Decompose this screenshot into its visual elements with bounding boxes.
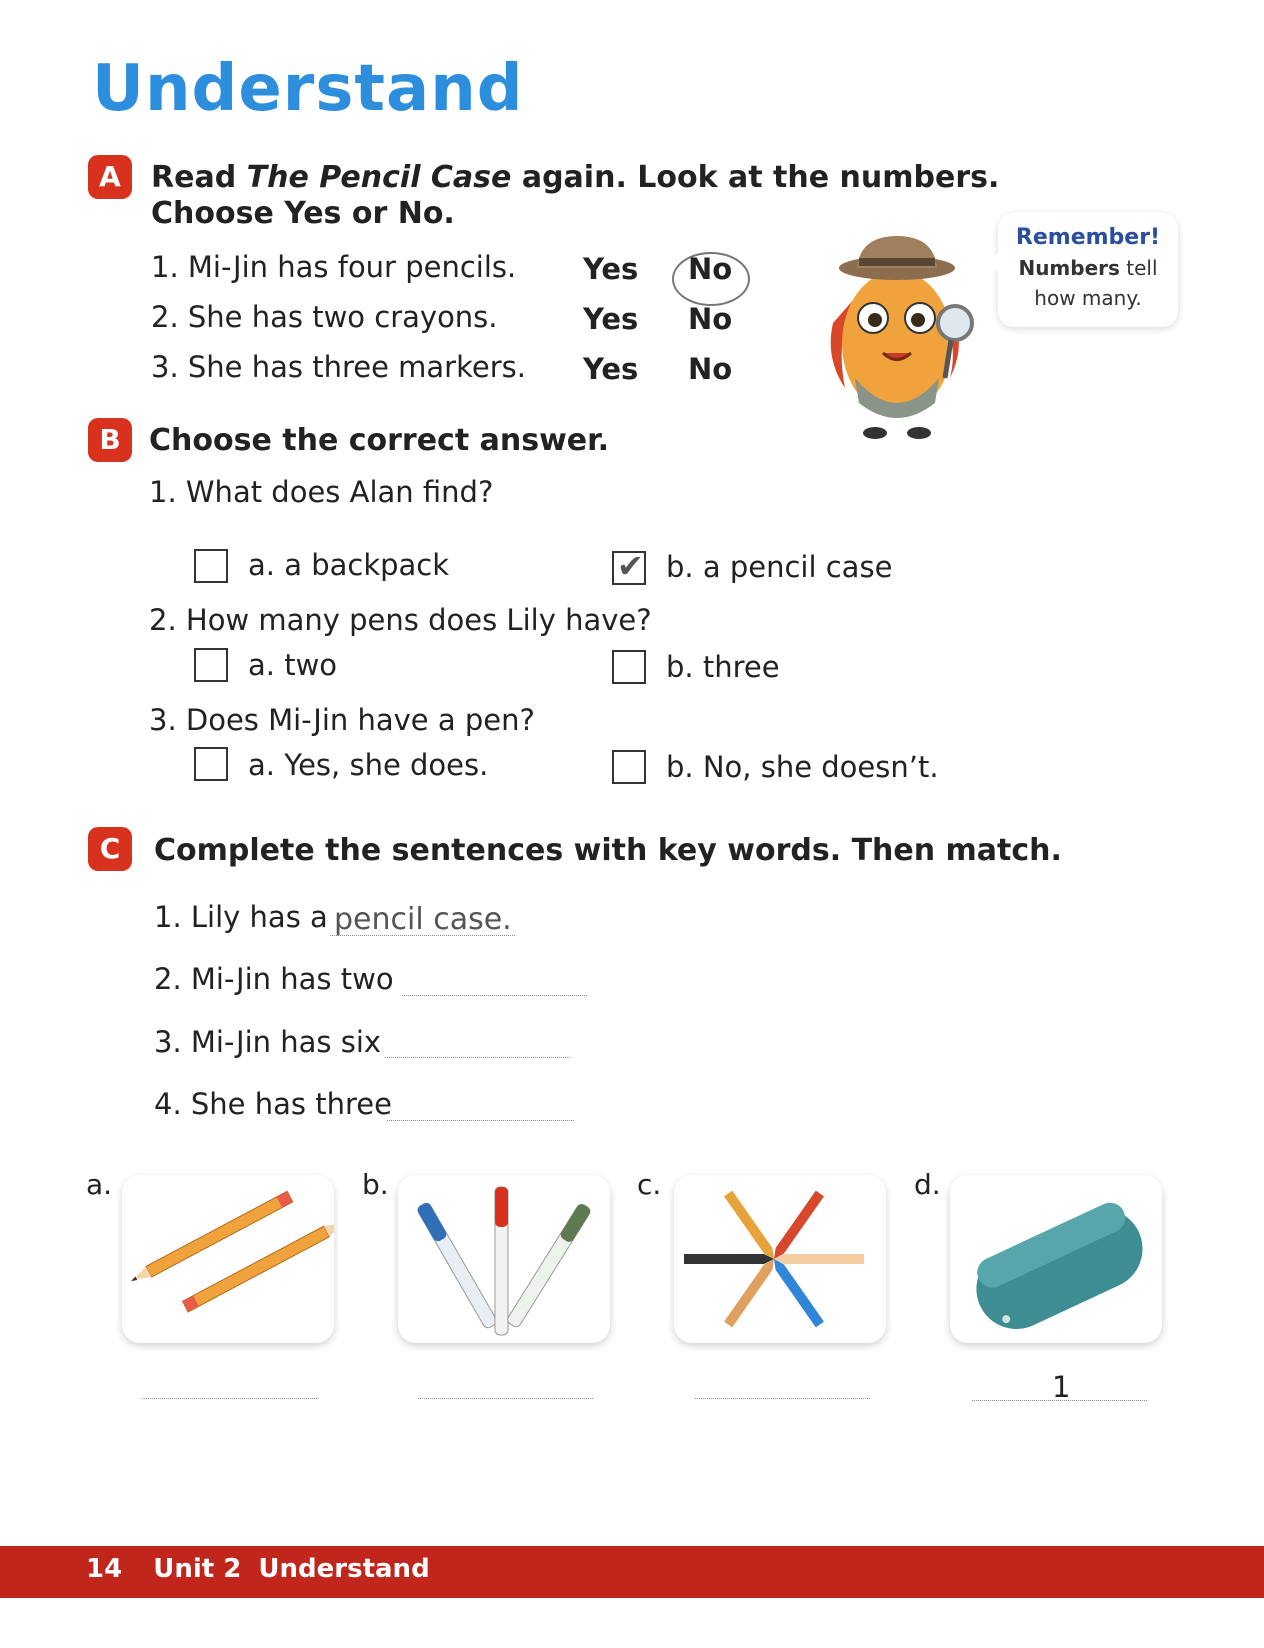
book-title: The Pencil Case bbox=[246, 160, 512, 195]
section-a-item-2-no[interactable]: No bbox=[688, 302, 733, 336]
section-a-item-1: 1. Mi-Jin has four pencils. bbox=[151, 250, 517, 284]
footer-bar bbox=[0, 1546, 1264, 1598]
sentence-1-answer[interactable]: pencil case. bbox=[334, 902, 512, 937]
section-a-item-2-yes[interactable]: Yes bbox=[583, 302, 639, 336]
bubble-tail bbox=[982, 253, 1000, 273]
q2-option-b-label: b. three bbox=[666, 650, 780, 684]
picture-a-letter: a. bbox=[86, 1168, 113, 1201]
remember-line2: how many. bbox=[1034, 286, 1142, 310]
q3-option-a-checkbox[interactable] bbox=[194, 747, 228, 781]
sentence-4-blank[interactable] bbox=[387, 1120, 574, 1121]
sentence-2-blank[interactable] bbox=[402, 995, 587, 996]
q1-option-a-label: a. a backpack bbox=[248, 548, 450, 582]
section-a-item-3: 3. She has three markers. bbox=[151, 350, 526, 384]
remember-keyword: Numbers bbox=[1018, 256, 1120, 280]
picture-card-d[interactable] bbox=[950, 1175, 1162, 1343]
instruction-post: again. Look at the numbers. bbox=[511, 160, 1000, 195]
section-c-sentence-2: 2. Mi-Jin has two bbox=[154, 962, 394, 996]
section-b-question-3: 3. Does Mi-Jin have a pen? bbox=[149, 703, 535, 737]
sentence-1-blank[interactable] bbox=[330, 935, 515, 936]
picture-card-a[interactable] bbox=[122, 1175, 334, 1343]
footer-unit: Unit 2 bbox=[153, 1554, 242, 1584]
remember-title: Remember! bbox=[1015, 225, 1161, 250]
remember-bubble bbox=[998, 213, 1178, 327]
q2-option-a-checkbox[interactable] bbox=[194, 648, 228, 682]
picture-card-c[interactable] bbox=[674, 1175, 886, 1343]
markers-icon bbox=[398, 1175, 610, 1343]
pencils-icon bbox=[122, 1175, 334, 1343]
section-b-badge: B bbox=[88, 418, 132, 462]
section-a-item-3-no[interactable]: No bbox=[688, 352, 733, 386]
section-b-question-1: 1. What does Alan find? bbox=[149, 475, 494, 509]
section-b-question-2: 2. How many pens does Lily have? bbox=[149, 603, 652, 637]
picture-c-blank[interactable] bbox=[695, 1398, 870, 1399]
q1-option-b-checkbox[interactable] bbox=[612, 547, 646, 585]
section-a-badge: A bbox=[88, 155, 132, 199]
q1-option-a-checkbox[interactable] bbox=[194, 549, 228, 583]
page-number: 14 bbox=[86, 1554, 123, 1584]
remember-line1 bbox=[998, 256, 1178, 280]
sentence-3-blank[interactable] bbox=[385, 1057, 570, 1058]
page-title: Understand bbox=[92, 52, 524, 126]
section-c-badge: C bbox=[88, 827, 132, 871]
section-c-sentence-3: 3. Mi-Jin has six bbox=[154, 1025, 382, 1059]
picture-d-match[interactable]: 1 bbox=[1052, 1370, 1071, 1404]
q3-option-b-label: b. No, she doesn’t. bbox=[666, 750, 939, 784]
section-c-instruction: Complete the sentences with key words. Then match. bbox=[154, 833, 1062, 868]
instruction-pre: Read bbox=[151, 160, 247, 195]
section-a-item-1-no[interactable]: No bbox=[688, 252, 733, 286]
section-c-sentence-1: 1. Lily has a bbox=[154, 900, 328, 934]
footer-section: Understand bbox=[258, 1554, 430, 1584]
remember-line1-rest: tell bbox=[1119, 256, 1158, 280]
picture-c-letter: c. bbox=[637, 1168, 662, 1201]
q1-option-b-label: b. a pencil case bbox=[666, 550, 893, 584]
section-c-sentence-4: 4. She has three bbox=[154, 1087, 392, 1121]
section-b-instruction: Choose the correct answer. bbox=[149, 423, 610, 458]
pencil-case-icon bbox=[950, 1175, 1162, 1343]
q3-option-a-label: a. Yes, she does. bbox=[248, 748, 489, 782]
q2-option-a-label: a. two bbox=[248, 648, 338, 682]
crayons-icon bbox=[674, 1175, 886, 1343]
section-a-instruction-line1 bbox=[151, 160, 999, 195]
picture-a-blank[interactable] bbox=[142, 1398, 317, 1399]
picture-b-blank[interactable] bbox=[418, 1398, 593, 1399]
picture-b-letter: b. bbox=[362, 1168, 389, 1201]
picture-card-b[interactable] bbox=[398, 1175, 610, 1343]
section-a-item-2: 2. She has two crayons. bbox=[151, 300, 498, 334]
section-a-item-3-yes[interactable]: Yes bbox=[583, 352, 639, 386]
section-a-item-1-yes[interactable]: Yes bbox=[583, 252, 639, 286]
q2-option-b-checkbox[interactable] bbox=[612, 650, 646, 684]
q3-option-b-checkbox[interactable] bbox=[612, 750, 646, 784]
section-a-instruction-line2: Choose Yes or No. bbox=[151, 196, 455, 231]
detective-character-illustration bbox=[815, 228, 985, 443]
footer-text bbox=[86, 1554, 430, 1584]
checkmark-icon: ✔ bbox=[617, 547, 644, 585]
picture-d-letter: d. bbox=[914, 1168, 941, 1201]
